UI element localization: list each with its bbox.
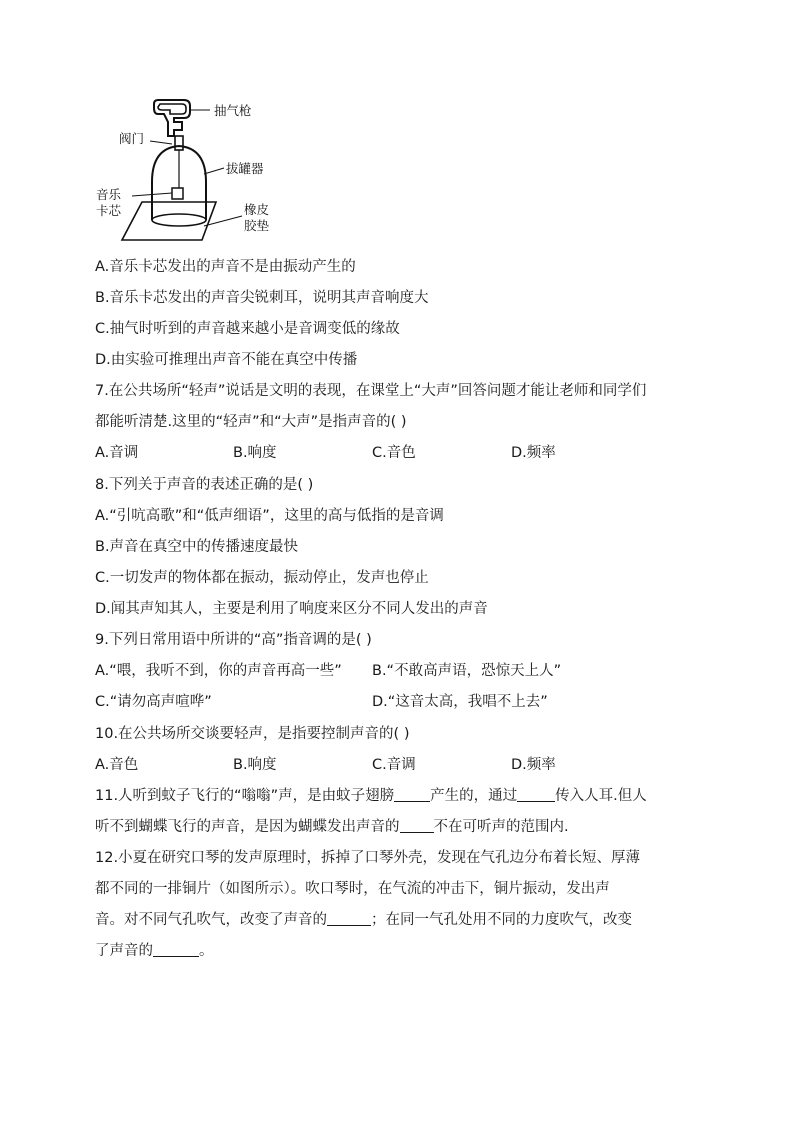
- q9-option-b: B.“不敢高声语，恐惊天上人”: [372, 663, 562, 679]
- q11-text-1: 11.人听到蚊子飞行的“嗡嗡”声，是由蚊子翅膀: [95, 788, 395, 804]
- q11-text-5: 不在可听声的范围内.: [433, 819, 569, 835]
- q6-option-d: D.由实验可推理出声音不能在真空中传播: [95, 352, 358, 368]
- leader-valve: [150, 141, 172, 144]
- q7-option-b: B.响度: [233, 445, 277, 461]
- q12-text-4: 。: [199, 943, 214, 959]
- q12-blank-1[interactable]: [327, 911, 371, 926]
- q7-stem-line2: 都能听清楚.这里的“轻声”和“大声”是指声音的( ): [95, 414, 407, 430]
- q7-option-a: A.音调: [95, 445, 139, 461]
- q7-option-c: C.音色: [372, 445, 416, 461]
- label-music-1: 音乐: [96, 187, 122, 202]
- q10-option-a: A.音色: [95, 757, 139, 773]
- q6-option-a: A.音乐卡芯发出的声音不是由振动产生的: [95, 259, 356, 275]
- q12-text-2: ；在同一气孔处用不同的力度吹气，改变: [371, 912, 632, 928]
- q12-line1: 12.小夏在研究口琴的发声原理时，拆掉了口琴外壳，发现在气孔边分布着长短、厚薄: [95, 850, 641, 866]
- q11-text-4: 听不到蝴蝶飞行的声音，是因为蝴蝶发出声音的: [95, 819, 400, 835]
- q7-stem-line1: 7.在公共场所“轻声”说话是文明的表现，在课堂上“大声”回答问题才能让老师和同学们: [95, 383, 647, 399]
- label-pad-1: 橡皮: [244, 202, 270, 217]
- music-chip: [172, 188, 183, 199]
- q11-line1: [95, 787, 647, 805]
- q11-blank-3[interactable]: [400, 818, 434, 833]
- q11-blank-1[interactable]: [394, 787, 430, 802]
- q10-stem: 10.在公共场所交谈要轻声，是指要控制声音的( ): [95, 726, 410, 742]
- q8-option-d: D.闻其声知其人，主要是利用了响度来区分不同人发出的声音: [95, 601, 488, 617]
- rubber-pad: [122, 202, 216, 240]
- q8-option-b: B.声音在真空中的传播速度最快: [95, 539, 299, 555]
- q11-text-2: 产生的，通过: [430, 788, 518, 804]
- q11-line2: [95, 818, 569, 836]
- label-pad-2: 胶垫: [244, 218, 270, 233]
- q9-option-c: C.“请勿高声喧哗”: [95, 694, 212, 710]
- q8-option-c: C.一切发声的物体都在振动，振动停止，发声也停止: [95, 570, 429, 586]
- label-music-2: 卡芯: [96, 203, 122, 218]
- q8-stem: 8.下列关于声音的表述正确的是( ): [95, 477, 314, 493]
- valve-shape: [175, 136, 183, 150]
- q6-option-b: B.音乐卡芯发出的声音尖锐刺耳，说明其声音响度大: [95, 290, 429, 306]
- q11-text-3: 传入人耳.但人: [555, 788, 647, 804]
- label-valve: 阀门: [119, 131, 145, 146]
- q9-stem: 9.下列日常用语中所讲的“高”指音调的是( ): [95, 632, 372, 648]
- label-pump: 抽气枪: [214, 103, 252, 118]
- q12-line4: [95, 942, 214, 960]
- leader-jar: [204, 168, 224, 174]
- pump-handle-inner: [158, 104, 186, 114]
- jar-base: [152, 214, 206, 226]
- q6-option-c: C.抽气时听到的声音越来越小是音调变低的缘故: [95, 321, 400, 337]
- q9-option-a: A.“喂，我听不到，你的声音再高一些”: [95, 663, 342, 679]
- q10-option-c: C.音调: [372, 757, 416, 773]
- q7-option-d: D.频率: [511, 445, 556, 461]
- q9-option-d: D.“这音太高，我唱不上去”: [372, 694, 548, 710]
- q10-option-b: B.响度: [233, 757, 277, 773]
- q12-line3: [95, 911, 632, 929]
- experiment-figure: [92, 92, 292, 250]
- q12-line2: 都不同的一排铜片（如图所示）。吹口琴时，在气流的冲击下，铜片振动，发出声: [95, 881, 610, 897]
- q11-blank-2[interactable]: [517, 787, 555, 802]
- q12-blank-2[interactable]: [153, 942, 199, 957]
- label-jar: 拔罐器: [226, 161, 264, 176]
- q12-text-1: 音。对不同气孔吹气，改变了声音的: [95, 912, 327, 928]
- q8-option-a: A.“引吭高歌”和“低声细语”，这里的高与低指的是音调: [95, 508, 444, 524]
- q12-text-3: 了声音的: [95, 943, 153, 959]
- q10-option-d: D.频率: [511, 757, 556, 773]
